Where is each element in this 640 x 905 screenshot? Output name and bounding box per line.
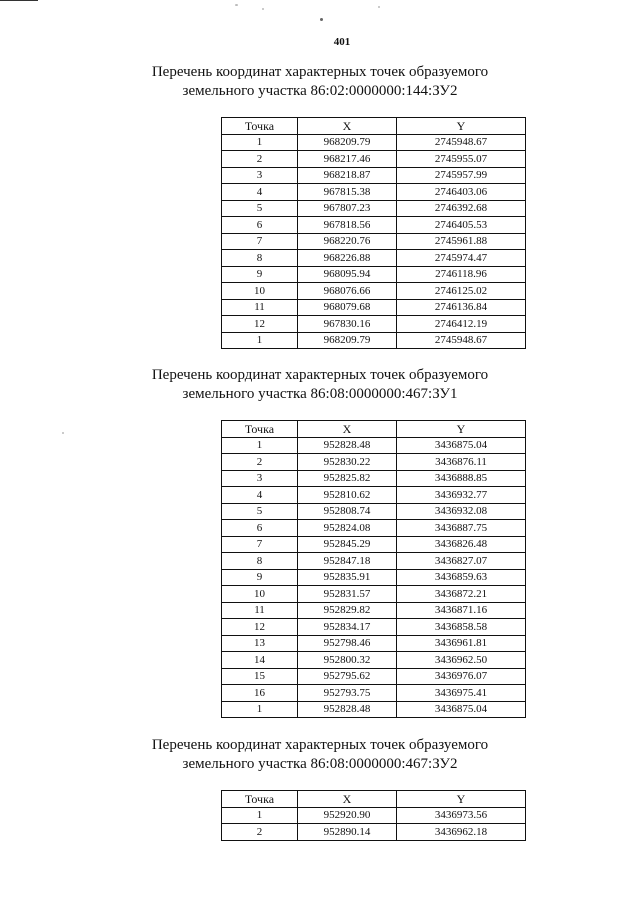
scan-speck: [262, 8, 264, 10]
table-row: [222, 470, 526, 487]
section-title: [0, 366, 640, 404]
table-row: [222, 200, 526, 217]
header-y: Y: [397, 791, 526, 808]
scan-speck: [235, 4, 238, 6]
cell-point: 16: [222, 685, 298, 702]
scan-speck: [320, 18, 323, 21]
coordinates-table: [221, 790, 526, 841]
cell-x: 952829.82: [298, 602, 397, 619]
cell-x: 968220.76: [298, 233, 397, 250]
cell-point: 8: [222, 250, 298, 267]
header-x: X: [298, 118, 397, 135]
cell-x: 952824.08: [298, 520, 397, 537]
section-title: [0, 736, 640, 774]
table-row: [222, 619, 526, 636]
cell-point: 13: [222, 635, 298, 652]
cell-x: 967815.38: [298, 184, 397, 201]
cell-x: 952828.48: [298, 437, 397, 454]
cell-y: 2746405.53: [397, 217, 526, 234]
cell-y: 3436859.63: [397, 569, 526, 586]
cell-x: 968076.66: [298, 283, 397, 300]
cell-x: 967807.23: [298, 200, 397, 217]
table-row: [222, 487, 526, 504]
cell-y: 3436875.04: [397, 701, 526, 718]
cell-y: 2746412.19: [397, 316, 526, 333]
coordinates-section-zu1-467: [0, 366, 640, 718]
cell-point: 2: [222, 454, 298, 471]
cell-y: 2745957.99: [397, 167, 526, 184]
cell-x: 952830.22: [298, 454, 397, 471]
table-row: [222, 233, 526, 250]
table-row: [222, 685, 526, 702]
cell-x: 968079.68: [298, 299, 397, 316]
scan-speck: [378, 6, 380, 8]
cell-y: 2745948.67: [397, 134, 526, 151]
table-row: [222, 569, 526, 586]
cell-point: 11: [222, 602, 298, 619]
cell-point: 12: [222, 316, 298, 333]
cell-point: 15: [222, 668, 298, 685]
cell-y: 2745948.67: [397, 332, 526, 349]
cell-point: 1: [222, 437, 298, 454]
cell-x: 952808.74: [298, 503, 397, 520]
section-title-line1: Перечень координат характерных точек образуемого: [151, 367, 489, 383]
cell-y: 3436876.11: [397, 454, 526, 471]
cell-x: 968095.94: [298, 266, 397, 283]
table-header-row: [222, 791, 526, 808]
cell-point: 9: [222, 266, 298, 283]
table-row: [222, 454, 526, 471]
cell-x: 952890.14: [298, 824, 397, 841]
table-row: [222, 536, 526, 553]
table-row: [222, 250, 526, 267]
cell-x: 952831.57: [298, 586, 397, 603]
cell-point: 7: [222, 536, 298, 553]
coordinates-section-zu2-144: [0, 63, 640, 349]
table-row: [222, 503, 526, 520]
cell-point: 8: [222, 553, 298, 570]
cell-y: 3436858.58: [397, 619, 526, 636]
cell-y: 2745961.88: [397, 233, 526, 250]
table-row: [222, 151, 526, 168]
cell-point: 2: [222, 151, 298, 168]
section-title: [0, 63, 640, 101]
cell-point: 9: [222, 569, 298, 586]
cell-x: 952798.46: [298, 635, 397, 652]
cell-x: 952793.75: [298, 685, 397, 702]
table-row: [222, 217, 526, 234]
cell-y: 3436973.56: [397, 807, 526, 824]
table-row: [222, 316, 526, 333]
cell-x: 952845.29: [298, 536, 397, 553]
cell-y: 3436871.16: [397, 602, 526, 619]
table-row: [222, 701, 526, 718]
cell-point: 3: [222, 167, 298, 184]
header-x: X: [298, 791, 397, 808]
header-x: X: [298, 421, 397, 438]
coordinates-table: [221, 117, 526, 349]
cell-point: 5: [222, 200, 298, 217]
cell-point: 4: [222, 487, 298, 504]
table-row: [222, 824, 526, 841]
cell-y: 3436875.04: [397, 437, 526, 454]
cell-y: 3436826.48: [397, 536, 526, 553]
cell-x: 952828.48: [298, 701, 397, 718]
cell-point: 5: [222, 503, 298, 520]
table-row: [222, 266, 526, 283]
cell-y: 3436962.50: [397, 652, 526, 669]
cell-x: 952810.62: [298, 487, 397, 504]
header-point: Точка: [222, 791, 298, 808]
table-row: [222, 668, 526, 685]
cell-point: 7: [222, 233, 298, 250]
cell-y: 2746392.68: [397, 200, 526, 217]
table-row: [222, 553, 526, 570]
section-title-line1: Перечень координат характерных точек образуемого: [151, 64, 489, 80]
cell-y: 2745955.07: [397, 151, 526, 168]
cell-point: 1: [222, 807, 298, 824]
table-row: [222, 134, 526, 151]
cell-point: 6: [222, 217, 298, 234]
section-title-line2: земельного участка 86:08:0000000:467:ЗУ2: [182, 756, 458, 772]
cell-x: 952834.17: [298, 619, 397, 636]
table-row: [222, 520, 526, 537]
cell-y: 3436827.07: [397, 553, 526, 570]
header-y: Y: [397, 118, 526, 135]
scan-edge-mark: [0, 0, 38, 1]
cell-x: 952825.82: [298, 470, 397, 487]
cell-x: 952800.32: [298, 652, 397, 669]
cell-point: 3: [222, 470, 298, 487]
cell-y: 3436888.85: [397, 470, 526, 487]
cell-y: 3436961.81: [397, 635, 526, 652]
table-row: [222, 332, 526, 349]
table-row: [222, 586, 526, 603]
cell-x: 968209.79: [298, 332, 397, 349]
table-row: [222, 602, 526, 619]
cell-point: 10: [222, 283, 298, 300]
table-row: [222, 299, 526, 316]
cell-point: 10: [222, 586, 298, 603]
cell-y: 3436975.41: [397, 685, 526, 702]
cell-point: 6: [222, 520, 298, 537]
cell-x: 968217.46: [298, 151, 397, 168]
cell-y: 3436887.75: [397, 520, 526, 537]
cell-point: 2: [222, 824, 298, 841]
table-row: [222, 184, 526, 201]
table-row: [222, 283, 526, 300]
header-point: Точка: [222, 421, 298, 438]
scan-speck: [62, 432, 64, 434]
cell-x: 952920.90: [298, 807, 397, 824]
cell-y: 2746118.96: [397, 266, 526, 283]
cell-y: 2745974.47: [397, 250, 526, 267]
cell-point: 12: [222, 619, 298, 636]
coordinates-table: [221, 420, 526, 718]
coordinates-section-zu2-467: [0, 736, 640, 841]
cell-x: 952835.91: [298, 569, 397, 586]
table-row: [222, 652, 526, 669]
cell-point: 4: [222, 184, 298, 201]
table-header-row: [222, 118, 526, 135]
cell-x: 968226.88: [298, 250, 397, 267]
cell-x: 952795.62: [298, 668, 397, 685]
cell-point: 14: [222, 652, 298, 669]
cell-point: 1: [222, 701, 298, 718]
table-row: [222, 437, 526, 454]
cell-y: 3436932.08: [397, 503, 526, 520]
cell-y: 3436872.21: [397, 586, 526, 603]
table-header-row: [222, 421, 526, 438]
section-title-line2: земельного участка 86:02:0000000:144:ЗУ2: [182, 83, 458, 99]
cell-point: 1: [222, 332, 298, 349]
cell-y: 3436976.07: [397, 668, 526, 685]
cell-x: 952847.18: [298, 553, 397, 570]
header-point: Точка: [222, 118, 298, 135]
section-title-line2: земельного участка 86:08:0000000:467:ЗУ1: [182, 386, 458, 402]
table-row: [222, 635, 526, 652]
cell-x: 968209.79: [298, 134, 397, 151]
cell-x: 967818.56: [298, 217, 397, 234]
cell-y: 2746125.02: [397, 283, 526, 300]
page-number: 401: [333, 36, 351, 48]
table-row: [222, 167, 526, 184]
section-title-line1: Перечень координат характерных точек образуемого: [151, 737, 489, 753]
cell-y: 3436932.77: [397, 487, 526, 504]
cell-x: 967830.16: [298, 316, 397, 333]
cell-point: 1: [222, 134, 298, 151]
cell-y: 2746136.84: [397, 299, 526, 316]
cell-y: 2746403.06: [397, 184, 526, 201]
cell-y: 3436962.18: [397, 824, 526, 841]
cell-x: 968218.87: [298, 167, 397, 184]
cell-point: 11: [222, 299, 298, 316]
table-row: [222, 807, 526, 824]
header-y: Y: [397, 421, 526, 438]
